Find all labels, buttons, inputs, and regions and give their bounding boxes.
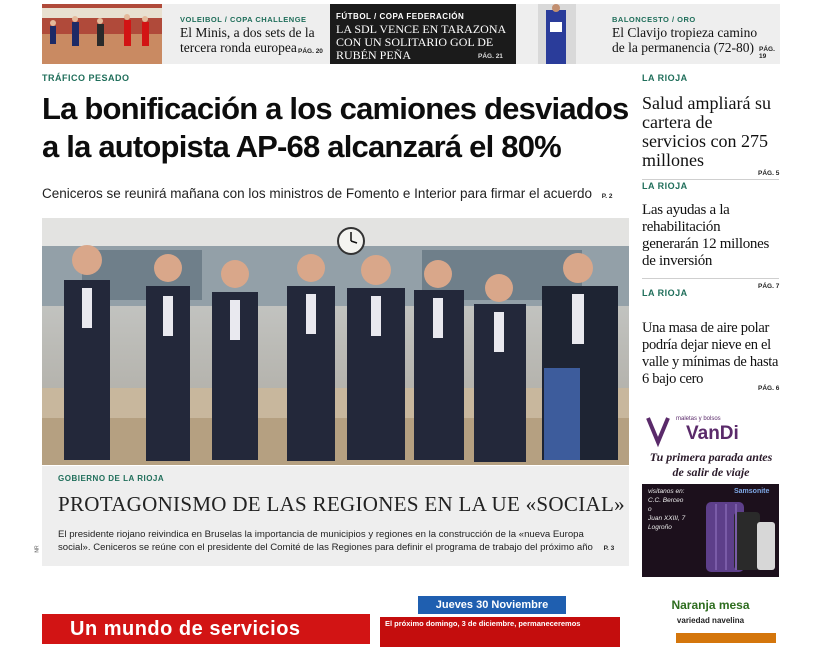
volley-kicker: VOLEIBOL / COPA CHALLENGE (180, 15, 307, 24)
right-title-3[interactable]: Una masa de aire polar podría dejar nieve en el valle y mínimas de hasta 6 bajo cero (642, 320, 779, 387)
volleyball-photo (42, 4, 162, 64)
photo-story-page: P. 3 (603, 545, 615, 552)
photo-story-text (58, 528, 618, 555)
side-mark: NR (34, 545, 41, 553)
ad-city: Logroño (648, 524, 672, 531)
ad-brand-small: maletas y bolsos (676, 416, 721, 422)
ad-slogan: Tu primera parada antes de salir de viaje (649, 450, 773, 479)
photo-story-body: El presidente riojano reivindica en Bruselas la importancia de municipios y regiones en la construcción de la «nueva Europa social». Ceniceros se reúne con el presidente del Comité de las Regiones para definir el programa de trabajo del próximo año (58, 529, 593, 553)
right-page-2: PÁG. 7 (758, 283, 780, 290)
basketball-photo (538, 4, 576, 64)
photo-story-block[interactable] (42, 466, 629, 566)
futbol-teaser[interactable] (330, 4, 516, 64)
right-divider-1 (642, 179, 779, 180)
futbol-title: LA SDL VENCE EN TARAZONA CON UN SOLITARIO GOL DE RUBÉN PEÑA (336, 22, 506, 62)
bottom-date-tab: Jueves 30 Noviembre (418, 596, 566, 614)
bottom-right-bar (676, 633, 776, 643)
main-subhead-page: P. 2 (601, 193, 613, 200)
main-subhead-text: Ceniceros se reunirá mañana con los ministros de Fomento e Interior para firmar el acuerdo (42, 186, 593, 201)
right-kicker-3: LA RIOJA (642, 288, 688, 298)
photo-story-kicker: GOBIERNO DE LA RIOJA (58, 474, 165, 483)
ad-brand: VanDi (686, 423, 739, 444)
basket-title[interactable]: El Clavijo tropieza camino de la permanencia (72-80) (612, 25, 758, 55)
main-headline[interactable]: La bonificación a los camiones desviados a la autopista AP-68 alcanzará el 80% (42, 91, 629, 164)
right-page-1: PÁG. 5 (758, 170, 780, 177)
ad-address-2: Juan XXIII, 7 (648, 515, 686, 522)
basket-page: PÁG. 19 (759, 46, 775, 60)
right-kicker-2: LA RIOJA (642, 181, 688, 191)
vandi-advertisement[interactable] (642, 412, 779, 577)
bottom-right-subtitle: variedad navelina (676, 616, 745, 625)
main-kicker: TRÁFICO PESADO (42, 73, 130, 83)
right-kicker-1: LA RIOJA (642, 73, 688, 83)
bottom-right-title: Naranja mesa (671, 598, 750, 612)
ad-address-or: o (648, 506, 652, 513)
bottom-red-text: El próximo domingo, 3 de diciembre, permaneceremos (385, 619, 581, 628)
bottom-left-banner-text: Un mundo de servicios (70, 618, 301, 640)
right-divider-2 (642, 278, 779, 279)
right-title-1[interactable]: Salud ampliará su cartera de servicios con 275 millones (642, 93, 771, 170)
ad-address-1: C.C. Berceo (648, 497, 684, 504)
ad-address-label: visítanos en: (648, 488, 685, 495)
futbol-kicker: FÚTBOL / COPA FEDERACIÓN (336, 12, 465, 21)
volley-page: PÁG. 20 (298, 48, 323, 55)
bottom-red-notice (380, 617, 620, 647)
right-page-3: PÁG. 6 (758, 385, 780, 392)
group-photo (42, 218, 629, 465)
basket-kicker: BALONCESTO / ORO (612, 15, 696, 24)
main-subhead (42, 186, 622, 201)
right-title-2[interactable]: Las ayudas a la rehabilitación generarán 12 millones de inversión (642, 202, 769, 269)
ad-sponsor: Samsonite (734, 488, 770, 495)
photo-story-title: PROTAGONISMO DE LAS REGIONES EN LA UE «SOCIAL» (58, 492, 625, 516)
top-teaser-strip (42, 4, 780, 64)
volley-title[interactable]: El Minis, a dos sets de la tercera ronda europea (180, 25, 315, 55)
futbol-page: PÁG. 21 (478, 53, 503, 60)
